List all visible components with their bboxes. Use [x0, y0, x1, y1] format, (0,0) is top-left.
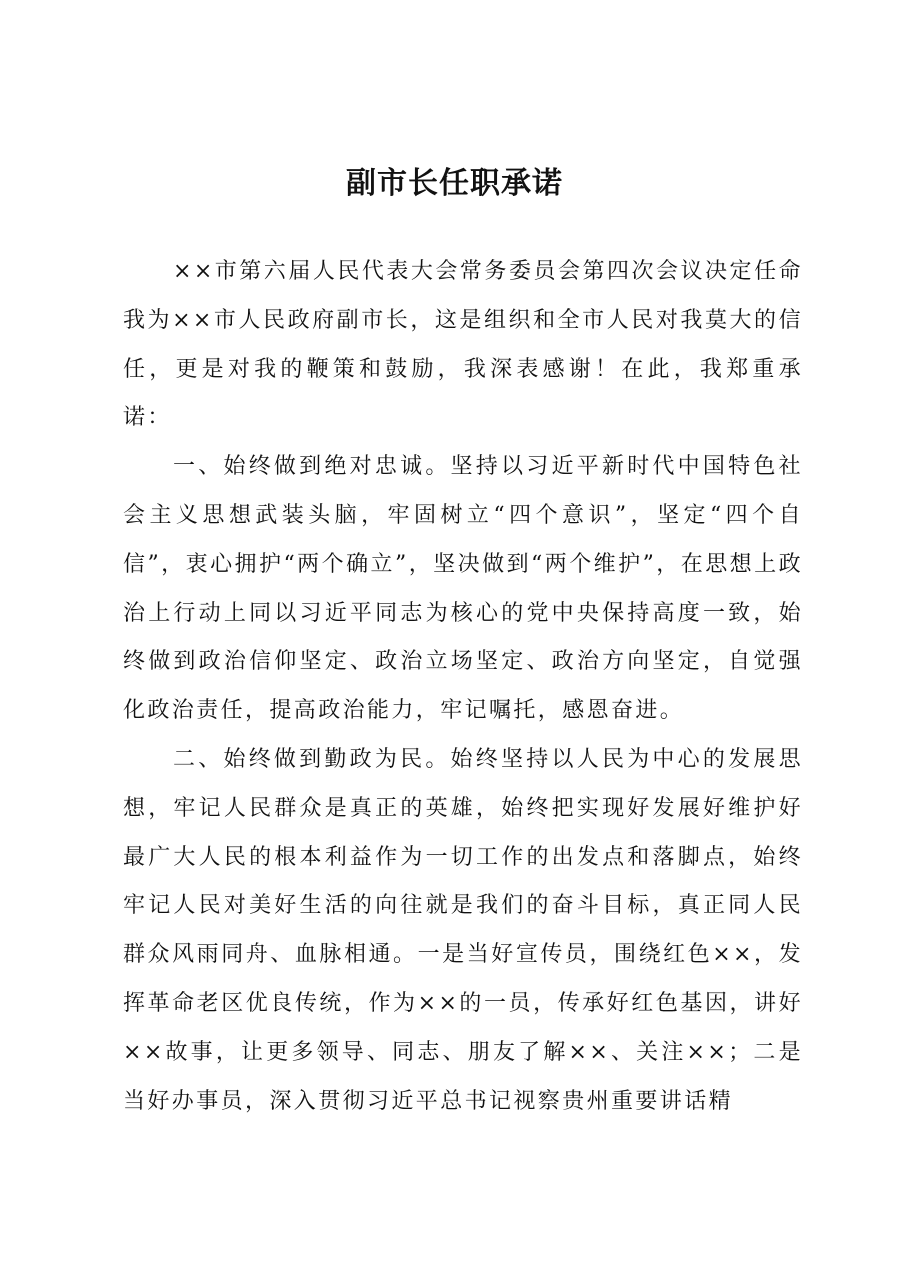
paragraph-loyalty: 一、始终做到绝对忠诚。坚持以习近平新时代中国特色社会主义思想武装头脑，牢固树立“四个意识”，坚定“四个自信”，衷心拥护“两个确立”，坚决做到“两个维护”，在思想上政治上行动上同以习近平同志为核心的党中央保持高度一致，始终做到政治信仰坚定、政治立场坚定、政治方向坚定，自觉强化政治责任，提高政治能力，牢记嘱托，感恩奋进。: [123, 454, 803, 724]
document-body: [123, 248, 803, 1126]
paragraph-intro: ××市第六届人民代表大会常务委员会第四次会议决定任命我为××市人民政府副市长，这是组织和全市人民对我莫大的信任，更是对我的鞭策和鼓励，我深表感谢！在此，我郑重承诺：: [123, 259, 803, 431]
paragraph-service: 二、始终做到勤政为民。始终坚持以人民为中心的发展思想，牢记人民群众是真正的英雄，始终把实现好发展好维护好最广大人民的根本利益作为一切工作的出发点和落脚点，始终牢记人民对美好生活的向往就是我们的奋斗目标，真正同人民群众风雨同舟、血脉相通。一是当好宣传员，围绕红色××，发挥革命老区优良传统，作为××的一员，传承好红色基因，讲好××故事，让更多领导、同志、朋友了解××、关注××；二是当好办事员，深入贯彻习近平总书记视察贵州重要讲话精: [123, 746, 803, 1114]
document-title: 副市长任职承诺: [346, 166, 563, 201]
